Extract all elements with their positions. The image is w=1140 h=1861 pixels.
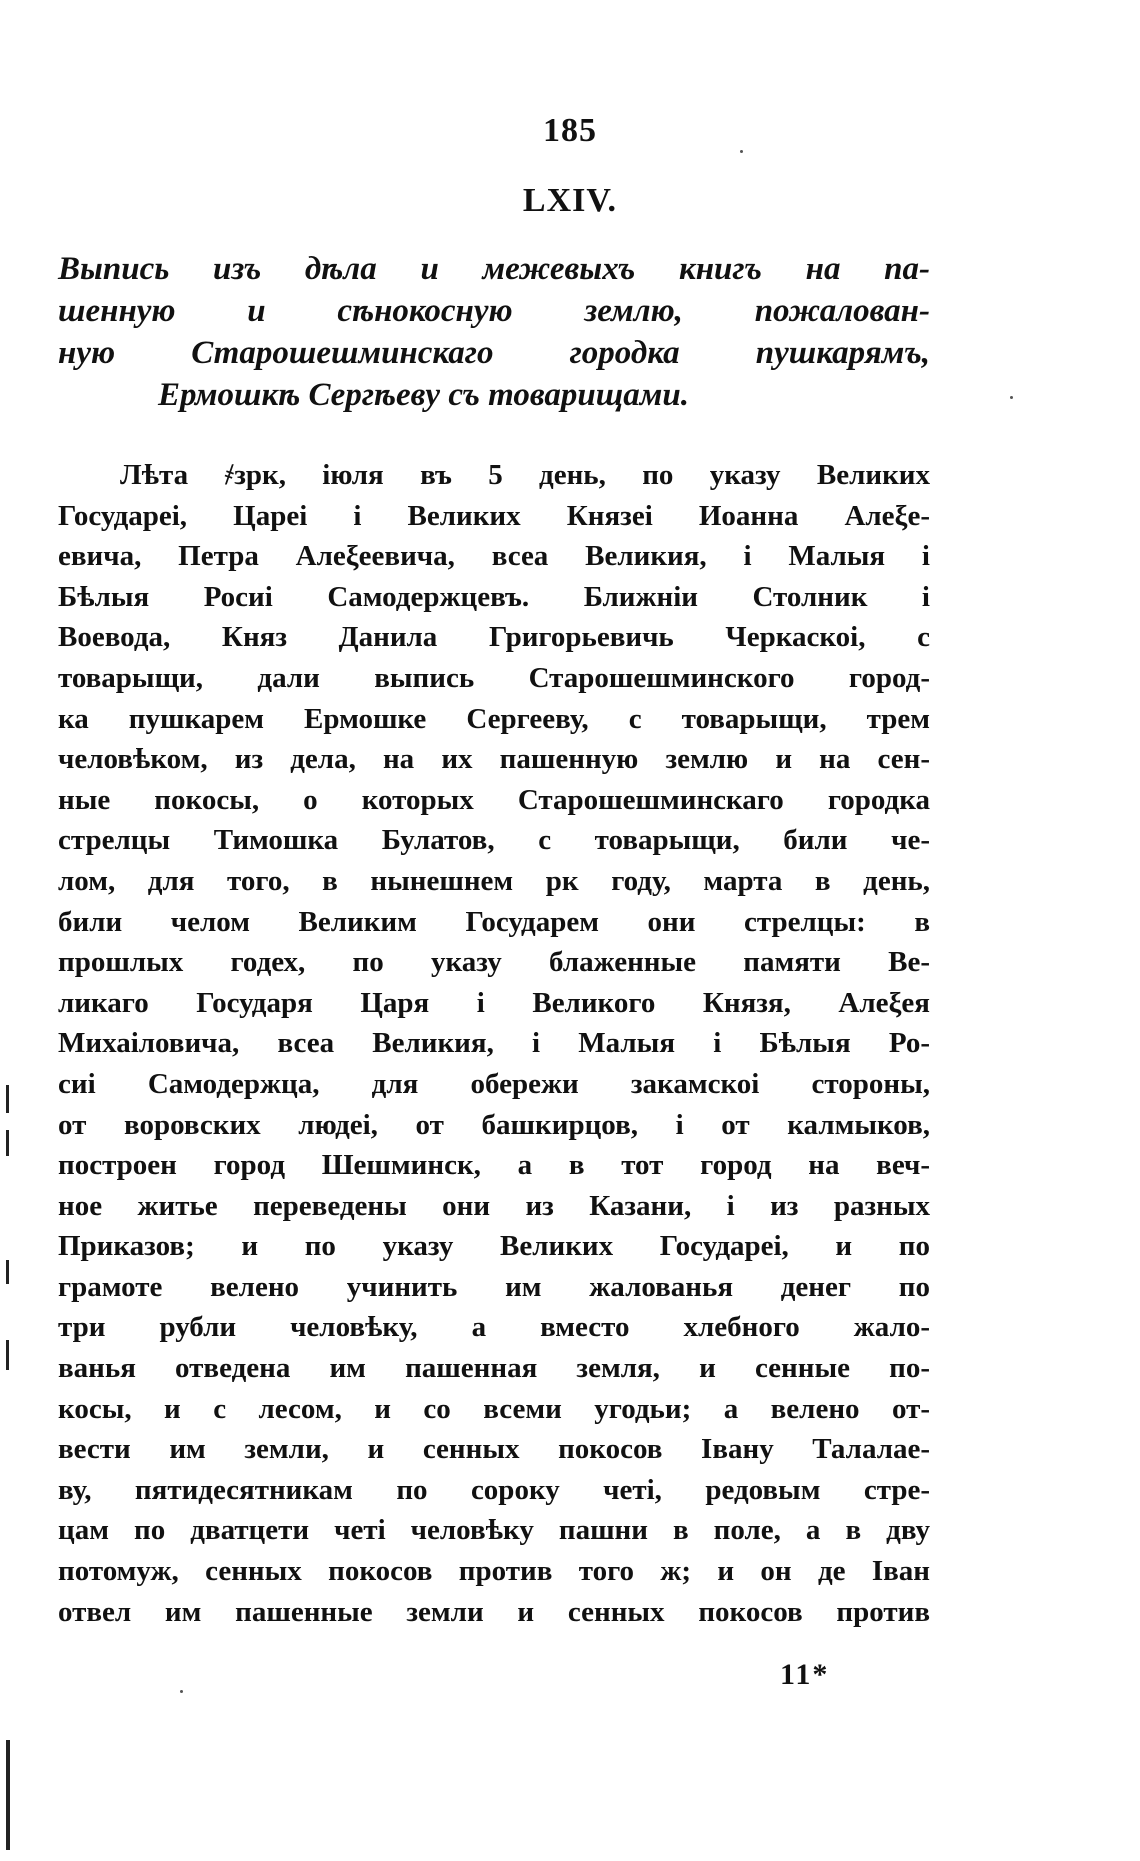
body-line: Михаiловича, всеа Великия, i Малыя i Бѣлыя Ро- <box>58 1027 930 1060</box>
body-line: били челом Великим Государем они стрелцы: в <box>58 905 930 938</box>
signature-mark: 11* <box>780 1658 830 1691</box>
title-line: ную Старошешминскаго городка пушкарямъ, <box>58 335 930 371</box>
body-line: стрелцы Тимошка Булатов, с товарыщи, били че- <box>58 824 930 857</box>
speck <box>740 150 743 153</box>
section-number: LXIV. <box>522 182 618 219</box>
body-line: потомуж, сенных покосов против того ж; и он де Iван <box>58 1555 930 1588</box>
body-line: сиi Самодержца, для обережи закамскоi стороны, <box>58 1067 930 1100</box>
document-title <box>58 248 930 416</box>
body-line: цам по дватцети четi человѣку пашни в поле, а в дву <box>58 1514 930 1547</box>
body-line: отвел им пашенные земли и сенных покосов против <box>58 1595 930 1628</box>
title-line: шенную и сѣнокосную землю, пожалован- <box>58 293 930 329</box>
body-line: ка пушкарем Ермошке Сергееву, с товарыщи, трем <box>58 702 930 735</box>
body-line: Бѣлыя Росиi Самодержцевъ. Ближнiи Столник i <box>58 580 930 613</box>
body-line: товарыщи, дали выпись Старошешминского город- <box>58 661 930 694</box>
body-line: ликаго Государя Царя i Великого Князя, Алеξея <box>58 986 930 1019</box>
binding-edge-mark <box>6 1085 9 1113</box>
binding-edge-mark <box>6 1260 9 1284</box>
body-line: ванья отведена им пашенная земля, и сенные по- <box>58 1352 930 1385</box>
body-line: вести им земли, и сенных покосов Iвану Талалае- <box>58 1433 930 1466</box>
body-line: построен город Шешминск, а в тот город на веч- <box>58 1149 930 1182</box>
title-line: Выпись изъ дѣла и межевыхъ книгъ на па- <box>58 251 930 287</box>
body-line: Приказов; и по указу Великих Государеi, и по <box>58 1230 930 1263</box>
body-line: Государеi, Цареi i Великих Князеi Иоанна Алеξе- <box>58 499 930 532</box>
body-line: евича, Петра Алеξеевича, всеа Великия, i Малыя i <box>58 540 930 573</box>
speck <box>1010 396 1013 399</box>
binding-edge-mark <box>6 1340 9 1370</box>
body-line: ные покосы, о которых Старошешминскаго городка <box>58 783 930 816</box>
page-number: 185 <box>543 112 597 149</box>
body-line: лом, для того, в нынешнем рк году, марта в день, <box>58 864 930 897</box>
body-line: три рубли человѣку, а вместо хлебного жало- <box>58 1311 930 1344</box>
binding-edge-mark <box>6 1740 10 1850</box>
body-line: косы, и с лесом, и со всеми угодьи; а велено от- <box>58 1392 930 1425</box>
body-line: ное житье переведены они из Казани, i из разных <box>58 1189 930 1222</box>
body-line: прошлых годех, по указу блаженные памяти Ве- <box>58 946 930 979</box>
body-line: человѣком, из дела, на их пашенную землю и на сен- <box>58 743 930 776</box>
body-line: Воевода, Княз Данила Григорьевичь Черкаскоi, с <box>58 621 930 654</box>
document-body <box>58 455 930 1632</box>
binding-edge-mark <box>6 1130 9 1156</box>
title-line: Ермошкѣ Сергѣеву съ товарищами. <box>158 377 689 413</box>
body-line: грамоте велено учинить им жалованья денег по <box>58 1270 930 1303</box>
body-line: Лѣта ҂зрк, iюля въ 5 день, по указу Великих <box>120 459 930 491</box>
body-line: ву, пятидесятникам по сороку четi, редовым стре- <box>58 1473 930 1506</box>
speck <box>180 1690 183 1693</box>
body-line: от воровских людеi, от башкирцов, i от калмыков, <box>58 1108 930 1141</box>
